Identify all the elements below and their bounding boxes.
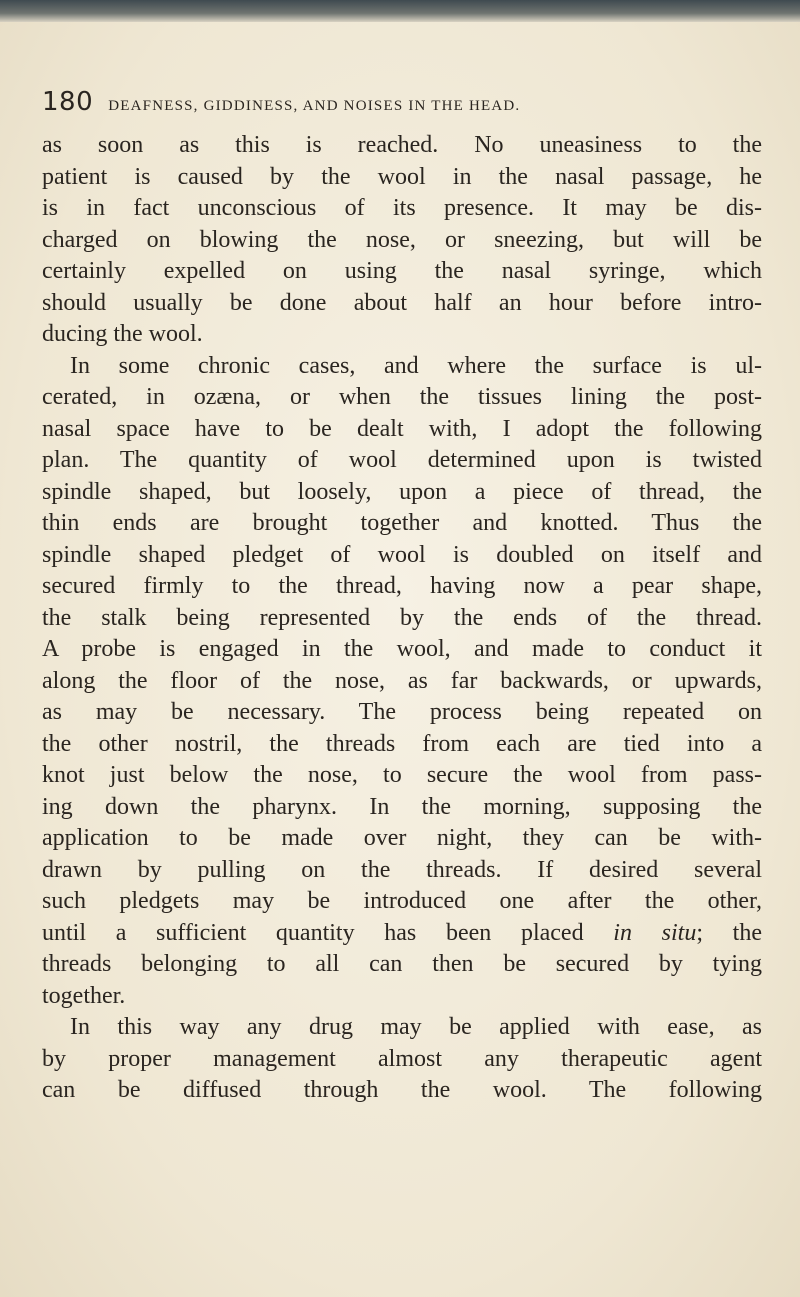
text-line: together. bbox=[42, 982, 126, 1009]
text-line: cerated, in ozæna, or when the tissues lining the post- bbox=[42, 384, 762, 410]
italic-phrase: in situ bbox=[613, 919, 697, 946]
text-line: such pledgets may be introduced one after the other, bbox=[42, 888, 762, 914]
running-head: DEAFNESS, GIDDINESS, AND NOISES IN THE HEAD. bbox=[108, 98, 521, 114]
page-number: 180 bbox=[42, 87, 94, 117]
text-line: application to be made over night, they can be with- bbox=[42, 825, 762, 851]
text-line: spindle shaped, but loosely, upon a piece of thread, the bbox=[42, 478, 762, 505]
text-line: ing down the pharynx. In the morning, supposing the bbox=[42, 793, 762, 820]
text-line: spindle shaped pledget of wool is doubled on itself and bbox=[42, 541, 762, 568]
text-line: drawn by pulling on the threads. If desired several bbox=[42, 856, 762, 883]
text-line: secured firmly to the thread, having now a pear shape, bbox=[42, 573, 762, 599]
text-line: along the floor of the nose, as far backwards, or upwards, bbox=[42, 667, 762, 694]
text-line: thin ends are brought together and knotted. Thus the bbox=[42, 510, 762, 536]
body-text bbox=[42, 130, 762, 1107]
text-line: In this way any drug may be applied with ease, as bbox=[70, 1014, 762, 1040]
text-line: ducing the wool. bbox=[42, 321, 203, 347]
text-line: as may be necessary. The process being repeated on bbox=[42, 699, 762, 725]
text-line: certainly expelled on using the nasal syringe, which bbox=[42, 258, 762, 284]
text-line: plan. The quantity of wool determined upon is twisted bbox=[42, 447, 762, 473]
page-header bbox=[42, 87, 762, 117]
text-line: charged on blowing the nose, or sneezing, but will be bbox=[42, 226, 762, 253]
text-line: nasal space have to be dealt with, I adopt the following bbox=[42, 415, 762, 442]
text-line: the other nostril, the threads from each are tied into a bbox=[42, 730, 762, 757]
text-line: the stalk being represented by the ends of the thread. bbox=[42, 604, 762, 631]
text-line: as soon as this is reached. No uneasiness to the bbox=[42, 132, 762, 158]
text-line: In some chronic cases, and where the surface is ul- bbox=[70, 352, 762, 379]
text-line: by proper management almost any therapeutic agent bbox=[42, 1045, 762, 1072]
text-line: threads belonging to all can then be secured by tying bbox=[42, 951, 762, 977]
text-line: can be diffused through the wool. The following bbox=[42, 1077, 762, 1103]
scan-top-edge bbox=[0, 0, 800, 22]
text-line: knot just below the nose, to secure the wool from pass- bbox=[42, 762, 762, 788]
text-line: patient is caused by the wool in the nasal passage, he bbox=[42, 163, 762, 190]
text-line: A probe is engaged in the wool, and made to conduct it bbox=[42, 636, 762, 662]
text-line: should usually be done about half an hour before intro- bbox=[42, 289, 762, 316]
text-line: until a sufficient quantity has been placed in situ; the bbox=[42, 919, 763, 946]
text-line: is in fact unconscious of its presence. It may be dis- bbox=[42, 195, 762, 221]
